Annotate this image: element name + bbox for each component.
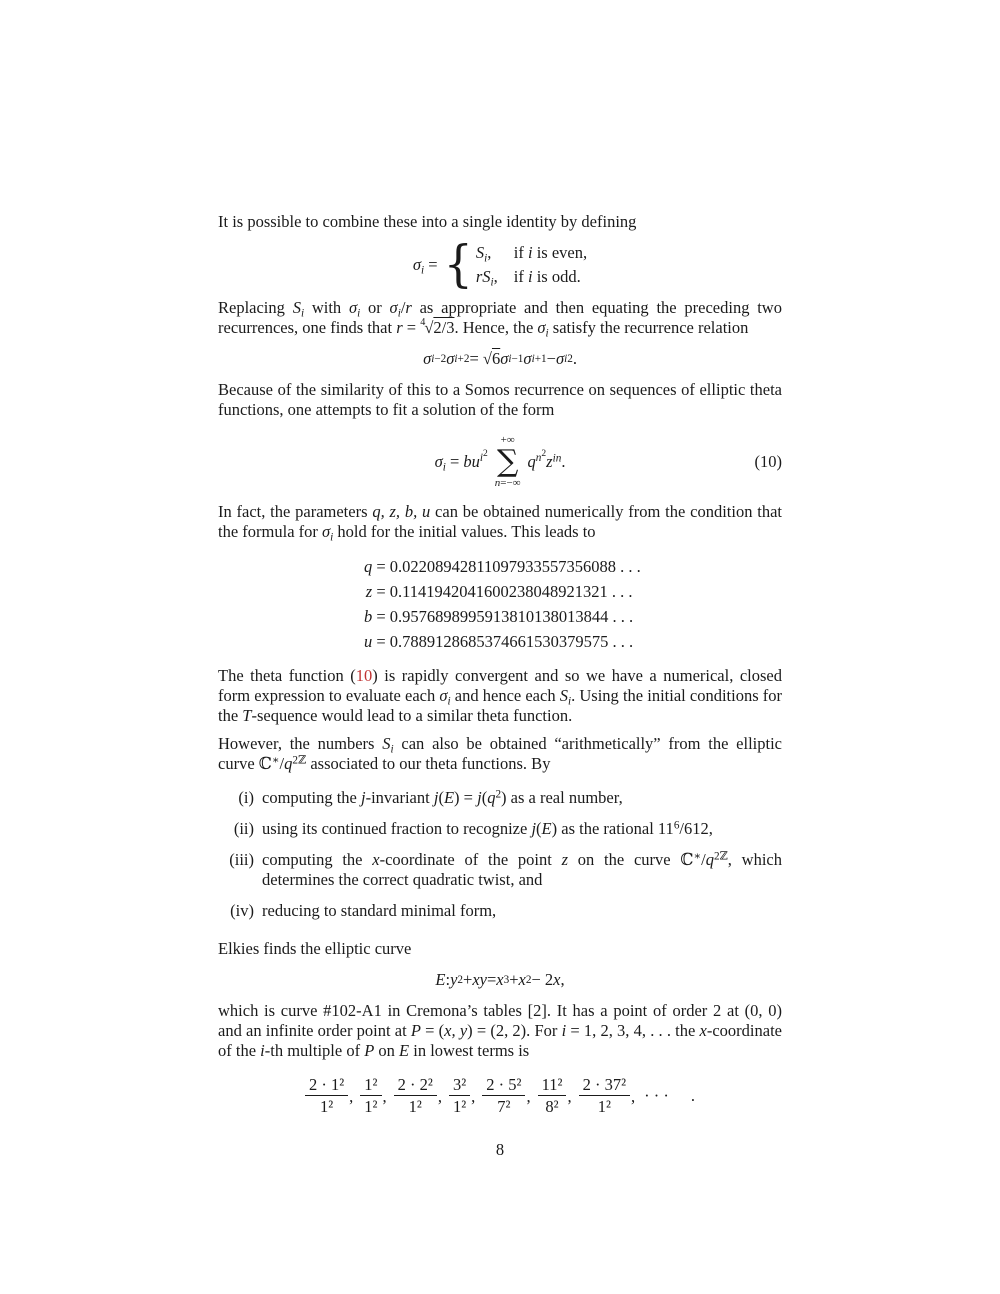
comma-separator: , bbox=[382, 1087, 387, 1106]
equation-recurrence: σ i−2 σ i+2 = √ 6 σ i−1 σ i+1 − σ i 2 . bbox=[423, 349, 577, 368]
numerator: 2 · 37² bbox=[579, 1075, 630, 1096]
list-item bbox=[218, 788, 782, 808]
fraction-item bbox=[538, 1075, 579, 1116]
cases-body bbox=[476, 242, 587, 288]
comma-separator: , bbox=[567, 1087, 572, 1106]
list-item-text: using its continued fraction to recognize j(E) as the rational $11^6/612$, bbox=[262, 819, 713, 838]
list-item-label: (iv) bbox=[230, 901, 254, 920]
equation-elliptic-curve: E : y 2 + xy = x 3 + x 2 − 2 x , bbox=[435, 970, 565, 989]
numerator: 1² bbox=[360, 1075, 381, 1096]
page-number: 8 bbox=[495, 1140, 505, 1159]
parameter-row bbox=[359, 579, 641, 604]
fraction bbox=[538, 1075, 567, 1116]
fraction bbox=[394, 1075, 437, 1116]
fraction-item bbox=[482, 1075, 537, 1116]
parameter-row bbox=[359, 554, 641, 579]
equals-sign: = bbox=[376, 557, 386, 576]
paragraph-arithmetically: However, the numbers $S_i$ can also be obtained “arithmetically” from the elliptic curve $ℂ^∗/q^{2ℤ}$ associated to our theta functions. By bbox=[218, 734, 782, 773]
parameter-value: 0.9576898995913810138013844 . . . bbox=[389, 607, 634, 626]
comma-separator: , bbox=[349, 1087, 354, 1106]
list-item bbox=[218, 819, 782, 839]
theta-rhs: $q^{n^2}z^{in}$. bbox=[527, 449, 566, 471]
denominator: 7² bbox=[497, 1097, 511, 1116]
equation-theta-series bbox=[218, 434, 782, 490]
equals-sign: = bbox=[376, 607, 386, 626]
theta-lhs: $\sigma_i = bu^{i^2}$ bbox=[434, 449, 488, 474]
fraction bbox=[579, 1075, 630, 1116]
fraction-sequence bbox=[218, 1075, 782, 1116]
cases-condition: if i is even, bbox=[513, 243, 588, 262]
denominator: 1² bbox=[319, 1097, 334, 1116]
fraction bbox=[360, 1075, 381, 1116]
parameter-row bbox=[359, 629, 641, 654]
summation-symbol bbox=[495, 434, 521, 490]
fraction-item bbox=[360, 1075, 393, 1116]
list-item-label: (i) bbox=[238, 788, 254, 807]
comma-separator: , bbox=[471, 1087, 476, 1106]
denominator: 1² bbox=[408, 1097, 422, 1116]
cases-value: $rS_i$, bbox=[475, 267, 498, 289]
denominator: 1² bbox=[364, 1097, 378, 1116]
numerator: 3² bbox=[449, 1075, 470, 1096]
parameter-value: 0.7889128685374661530379575 . . . bbox=[389, 632, 634, 651]
cases-brace: { bbox=[443, 235, 473, 294]
list-item-text: computing the x-coordinate of the point z on the curve $ℂ^∗/q^{2ℤ}$, which determines the correct quadratic twist, and bbox=[262, 850, 783, 889]
cases-value: $S_i$, bbox=[475, 243, 492, 265]
cases-condition: if i is odd. bbox=[513, 267, 581, 286]
list-item-label: (ii) bbox=[233, 819, 254, 838]
list-item bbox=[218, 901, 782, 921]
cdots-ellipsis: · · · bbox=[644, 1085, 669, 1105]
paragraph-parameters: In fact, the parameters q, z, b, u can be obtained numerically from the condition that the formula for $\sigma_i$ hold for the initial values. This leads to bbox=[218, 502, 782, 544]
sum-upper-limit: +∞ bbox=[500, 434, 515, 446]
paragraph-intro: It is possible to combine these into a single identity by defining bbox=[218, 212, 637, 231]
comma-separator: , bbox=[631, 1087, 636, 1106]
fraction-item bbox=[394, 1075, 449, 1116]
numerator: 2 · 1² bbox=[305, 1075, 348, 1096]
equation-cases bbox=[218, 235, 782, 294]
parameter-name: b bbox=[363, 607, 373, 626]
numerator: 2 · 2² bbox=[394, 1075, 437, 1096]
fraction bbox=[482, 1075, 525, 1116]
fraction-item bbox=[449, 1075, 482, 1116]
enumerated-list bbox=[218, 788, 782, 921]
list-item-text: reducing to standard minimal form, bbox=[262, 901, 497, 920]
paragraph-theta-convergent: The theta function (10) is rapidly convergent and so we have a numerical, closed form expression to evaluate each $\sigma_i$ and hence each $S_i$. Using the initial conditions for the T-sequence would lead to a similar theta function. bbox=[218, 666, 783, 725]
parameter-name: q bbox=[363, 557, 373, 576]
fraction-item bbox=[579, 1075, 643, 1116]
paragraph-elkies: Elkies finds the elliptic curve bbox=[218, 939, 412, 958]
list-item-label: (iii) bbox=[229, 850, 254, 869]
cases-lhs: $\sigma_i$ = bbox=[412, 255, 438, 277]
parameter-name: z bbox=[365, 582, 373, 601]
sequence-period: . bbox=[690, 1085, 696, 1105]
fraction bbox=[449, 1075, 470, 1116]
equals-sign: = bbox=[376, 632, 386, 651]
list-item bbox=[218, 850, 782, 890]
denominator: 8² bbox=[545, 1097, 559, 1116]
list-item-text: computing the j-invariant $j(E) = j(q^2)$ as a real number, bbox=[262, 788, 623, 807]
denominator: 1² bbox=[452, 1097, 467, 1116]
sum-lower-limit: n=−∞ bbox=[494, 477, 521, 489]
parameter-values-block bbox=[359, 554, 641, 654]
parameter-row bbox=[359, 604, 641, 629]
fraction-item bbox=[305, 1075, 360, 1116]
parameter-value: 0.1141942041600238048921321 . . . bbox=[389, 582, 633, 601]
denominator: 1² bbox=[597, 1097, 611, 1116]
numerator: 2 · 5² bbox=[482, 1075, 525, 1096]
sigma-glyph: ∑ bbox=[496, 444, 519, 479]
comma-separator: , bbox=[437, 1087, 442, 1106]
numerator: 11² bbox=[538, 1075, 567, 1096]
paragraph-somos: Because of the similarity of this to a Somos recurrence on sequences of elliptic theta functions, one attempts to fit a solution of the form bbox=[218, 380, 782, 419]
comma-separator: , bbox=[526, 1087, 531, 1106]
equals-sign: = bbox=[376, 582, 386, 601]
eqref-10-link[interactable]: (10) bbox=[350, 666, 378, 685]
paragraph-replacing: Replacing $S_i$ with $\sigma_i$ or $\sigma_i/r$ as appropriate and then equating the preceding two recurrences, one finds that r = $^4$√2/3. Hence, the $\sigma_i$ satisfy the recurrence relation bbox=[218, 298, 782, 340]
equation-number: (10) bbox=[754, 452, 782, 471]
parameter-value: 0.02208942811097933557356088 . . . bbox=[389, 557, 641, 576]
fraction bbox=[305, 1075, 348, 1116]
document-page bbox=[218, 0, 782, 1160]
parameter-name: u bbox=[363, 632, 373, 651]
paragraph-cremona: which is curve #102-A1 in Cremona’s tables [2]. It has a point of order 2 at (0, 0) and an infinite order point at P = (x, y) = (2, 2). For i = 1, 2, 3, 4, . . . the x-coordinate of the i-th multiple of P on E in lowest terms is bbox=[218, 1001, 782, 1060]
